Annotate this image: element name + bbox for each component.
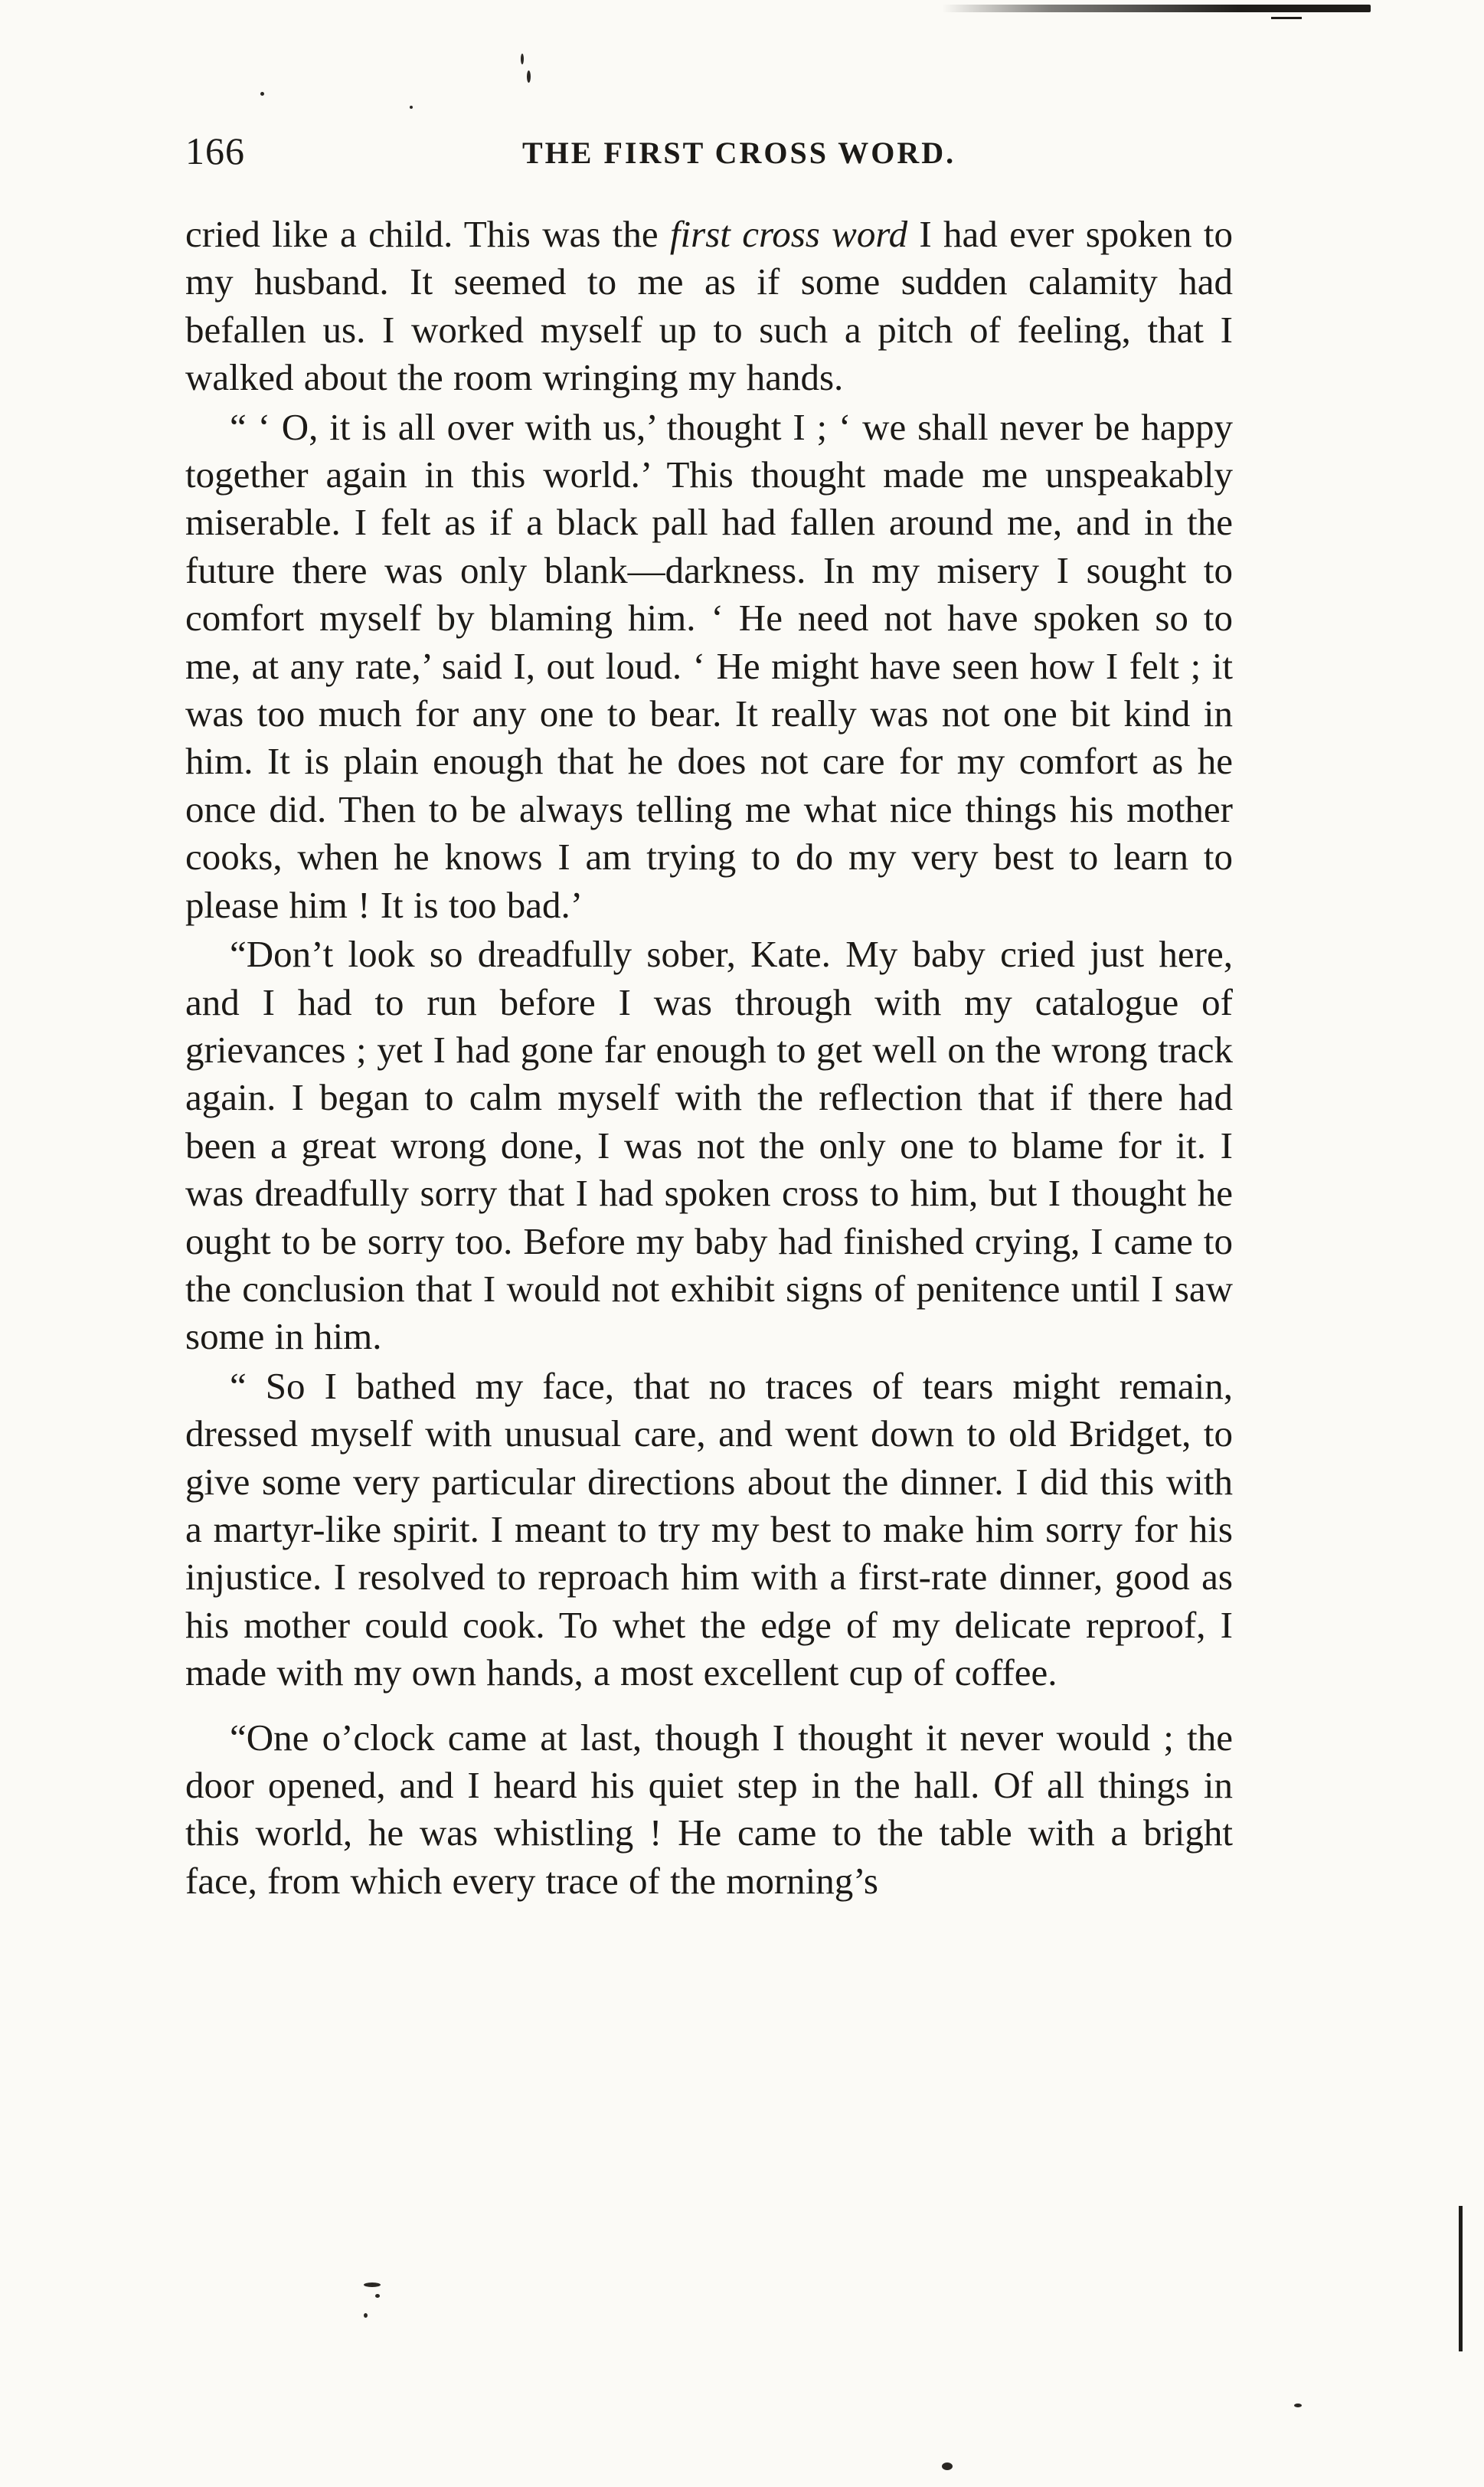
ink-speck <box>375 2294 380 2298</box>
running-title: THE FIRST CROSS WORD. <box>522 136 956 170</box>
paragraph-1-rest: I had ever spoken to my husband. It seemed to me as if some sudden calamity had befallen us. I worked myself up to such a pitch of feeling, that I walked about the room wringing my hands. <box>185 213 1233 399</box>
paragraph-3: “Don’t look so dreadfully sober, Kate. My baby cried just here, and I had to run before I was through with my catalogue of grievances ; yet I had gone far enough to get well on the wrong track again. I began to calm myself with the reflection that if there had been a great wrong done, I was not the only one to blame for it. I was dreadfully sorry that I had spoken cross to him, but I thought he ought to be sorry too. Before my baby had finished crying, I came to the conclusion that I would not exhibit signs of penitence until I saw some in him. <box>185 933 1233 1358</box>
ink-speck <box>260 92 264 96</box>
top-edge-rule-tail <box>1271 17 1302 19</box>
ink-speck <box>1294 2404 1302 2407</box>
italic-phrase: first cross word <box>669 213 908 255</box>
body-text <box>185 211 1233 1905</box>
paragraph-1 <box>185 211 1233 402</box>
paragraph-2: “ ‘ O, it is all over with us,’ thought I ; ‘ we shall never be happy together again in this world.’ This thought made me unspeakably miserable. I felt as if a black pall had fallen around me, and in the future there was only blank—darkness. In my misery I sought to comfort myself by blaming him. ‘ He need not have spoken so to me, at any rate,’ said I, out loud. ‘ He might have seen how I felt ; it was too much for any one to bear. It really was not one bit kind in him. It is plain enough that he does not care for my comfort as he once did. Then to be always telling me what nice things his mother cooks, when he knows I am trying to do my very best to learn to please him ! It is too bad.’ <box>185 405 1233 926</box>
page-number: 166 <box>185 129 245 172</box>
ink-speck <box>942 2462 953 2470</box>
margin-edge-mark <box>1459 2206 1463 2351</box>
paragraph-1-lead: cried like a child. This was the <box>185 213 670 255</box>
ink-speck <box>527 70 531 83</box>
paragraph-5: “One o’clock came at last, though I thought it never would ; the door opened, and I heard his quiet step in the hall. Of all things in this world, he was whistling ! He came to the table with a bright face, from which every trace of the morning’s <box>185 1716 1233 1902</box>
top-edge-rule <box>942 5 1371 12</box>
running-head <box>185 129 1219 175</box>
ink-speck <box>364 2313 368 2318</box>
paragraph-4: “ So I bathed my face, that no traces of tears might remain, dressed myself with unusual care, and went down to old Bridget, to give some very particular directions about the dinner. I did this with a martyr-like spirit. I meant to try my best to make him sorry for his injustice. I resolved to reproach him with a first-rate dinner, good as his mother could cook. To whet the edge of my delicate reproof, I made with my own hands, a most excellent cup of coffee. <box>185 1364 1233 1694</box>
ink-speck <box>410 106 413 109</box>
ink-speck <box>521 54 524 64</box>
ink-speck <box>364 2282 381 2287</box>
